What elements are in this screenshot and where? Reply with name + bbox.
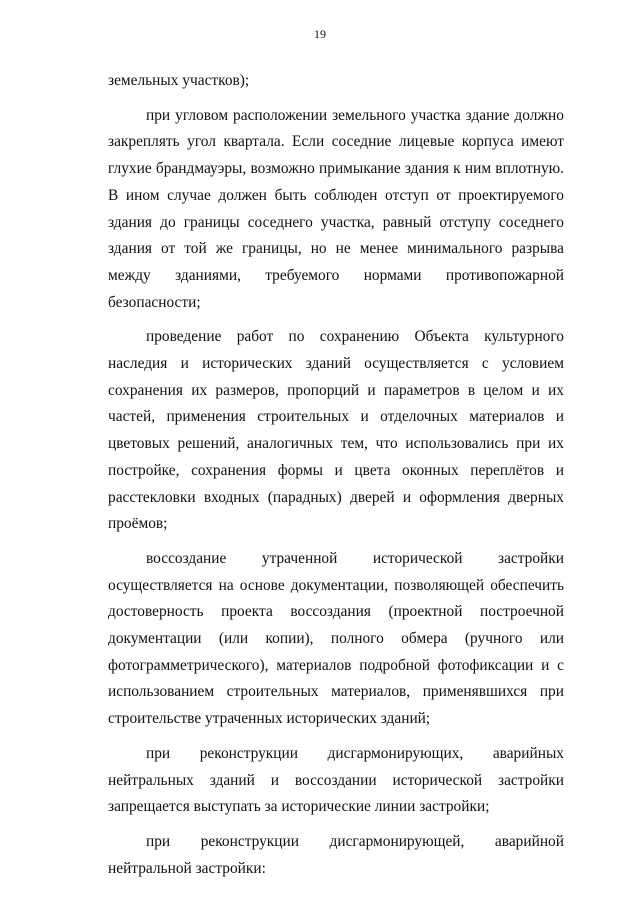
document-body — [108, 68, 564, 890]
paragraph-building-lines: при реконструкции дисгармонирующих, аварийных нейтральных зданий и воссоздании исторической застройки запрещается выступать за исторические линии застройки; — [108, 744, 564, 816]
page-number: 19 — [314, 27, 326, 41]
paragraph-heritage-preservation: проведение работ по сохранению Объекта культурного наследия и исторических зданий осуществляется с условием сохранения их размеров, пропорций и параметров в целом и их частей, применения строительных и отделочных материалов и цветовых решений, аналогичных тем, что использовались при их постройке, сохранения формы и цвета оконных переплётов и расстекловки входных (парадных) дверей и оформления дверных проёмов; — [108, 328, 564, 533]
paragraph-corner-placement: при угловом расположении земельного участка здание должно закреплять угол квартала. Если соседние лицевые корпуса имеют глухие брандмауэры, возможно примыкание здания к ним вплотную. В ином случае должен быть соблюден отступ от проектируемого здания до границы соседнего участка, равный отступу соседнего здания от той же границы, но не менее минимального разрыва между зданиями, требуемого нормами противопожарной безопасности; — [108, 106, 564, 311]
paragraph-disharmonious-reconstruction: при реконструкции дисгармонирующей, аварийной нейтральной застройки: — [108, 832, 564, 877]
paragraph-reconstruction-of-lost-buildings: воссоздание утраченной исторической застройки осуществляется на основе документации, позволяющей обеспечить достоверность проекта воссоздания (проектной построечной документации (или копии), полного обмера (ручного или фотограмметрического), материалов подробной фотофиксации и с использованием строительных материалов, применявшихся при строительстве утраченных исторических зданий; — [108, 549, 564, 728]
paragraph-continuation: земельных участков); — [108, 72, 250, 89]
